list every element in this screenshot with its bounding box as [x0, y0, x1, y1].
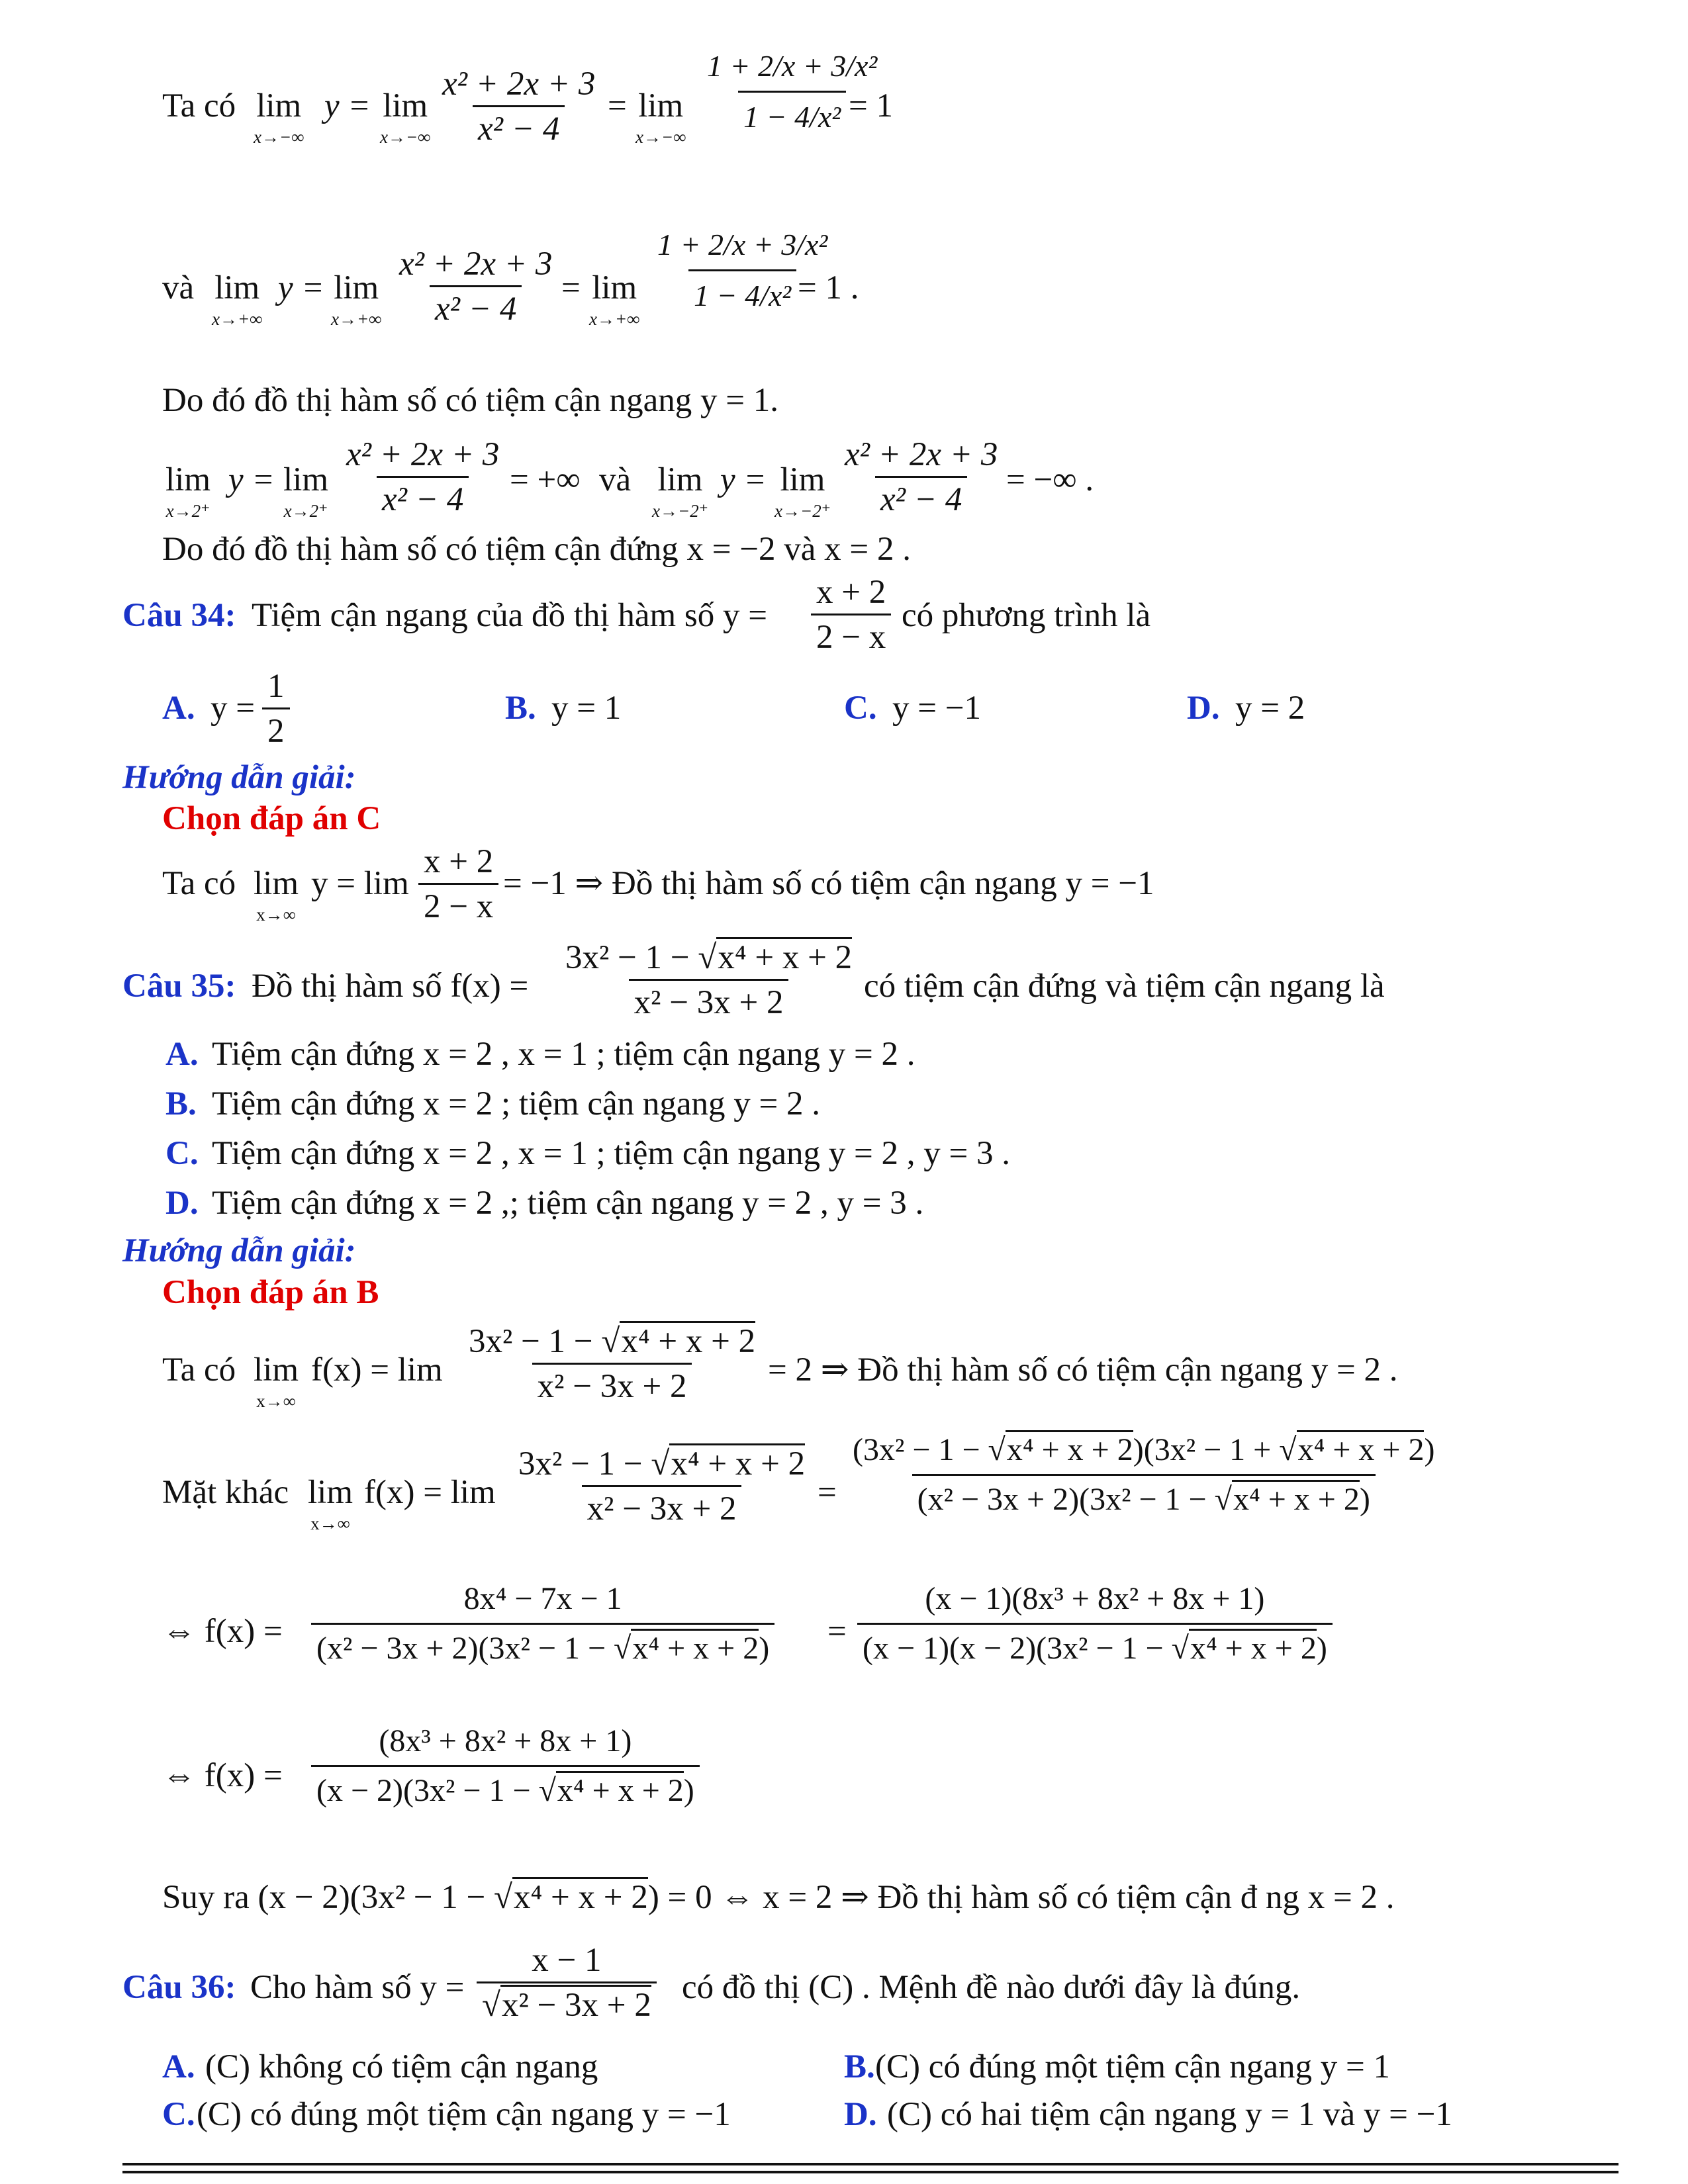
limit-8 [283, 463, 328, 520]
fraction-den: x² − 3x + 2 [582, 1485, 742, 1527]
q35-answer: Chọn đáp án B [162, 1274, 379, 1311]
q36-option-d-letter[interactable]: D. [844, 2096, 877, 2133]
lim-sub: x→∞ [256, 905, 296, 925]
lim-word: lim [638, 87, 684, 124]
q35-s5: Suy ra (x − 2)(3x² − 1 − √x⁴ + x + 2) = 0 ⇔ x = 2 ⇒ Đồ thị hàm số có tiệm cận đ ng x = 2 . [162, 1881, 1394, 1915]
q35-s3-eq: = [827, 1613, 847, 1650]
fraction-expr-3 [341, 437, 504, 518]
q34-solution-limit [254, 867, 299, 924]
sqrt-arg: x⁴ + x + 2 [620, 1321, 755, 1360]
lim-word: lim [254, 1351, 299, 1388]
den-part: (x − 1)(x − 2)(3x² − 1 − [863, 1630, 1164, 1666]
sqrt-arg: x⁴ + x + 2 [1297, 1430, 1425, 1467]
fraction-den: (x² − 3x + 2)(3x² − 1 − √x⁴ + x + 2) [912, 1474, 1376, 1517]
q35-option-c-letter[interactable]: C. [165, 1135, 199, 1172]
fraction-expr-1 [437, 66, 600, 148]
q34-solution-fraction [418, 844, 498, 925]
q35-s2-rationalized [847, 1433, 1440, 1517]
fraction-den: 1 − 4/x² [738, 91, 846, 134]
q35-s2-eq: = [818, 1474, 837, 1511]
q35-s4-equiv: ⇔ f(x) = [162, 1757, 283, 1794]
q36-option-a-text[interactable]: (C) không có tiệm cận ngang [205, 2048, 598, 2085]
limit-6 [589, 271, 639, 328]
fraction-den: x² − 4 [377, 476, 469, 518]
lim-sub: x→∞ [256, 1391, 296, 1411]
q34-option-d-letter[interactable]: D. [1187, 690, 1220, 727]
q34-text-after: có phương trình là [902, 597, 1151, 634]
vertical-conclusion: Do đó đồ thị hàm số có tiệm cận đứng x = −2 và x = 2 . [162, 531, 911, 568]
sqrt-arg: x⁴ + x + 2 [1006, 1430, 1133, 1467]
lim-sub: x→2⁺ [165, 501, 211, 521]
q35-s2-fraction [513, 1446, 810, 1527]
q35-s1-fx: f(x) = lim [311, 1351, 443, 1388]
s5-pre: Suy ra (x − 2)(3x² − 1 − [162, 1879, 486, 1916]
limit-4 [212, 271, 262, 328]
fraction-num: 1 + 2/x + 3/x² [657, 228, 828, 261]
fraction-num: 1 + 2/x + 3/x² [707, 49, 878, 83]
q35-option-b-letter[interactable]: B. [165, 1085, 197, 1122]
lim-sub: x→−∞ [380, 127, 431, 147]
fraction-expr-4 [839, 437, 1003, 518]
den-part: (x − 2)(3x² − 1 − [316, 1772, 531, 1808]
intro-ta-co-1: Ta có [162, 87, 236, 124]
q36-option-c-text[interactable]: (C) có đúng một tiệm cận ngang y = −1 [197, 2096, 731, 2133]
q35-s4-fraction [311, 1724, 700, 1808]
horizontal-conclusion: Do đó đồ thị hàm số có tiệm cận ngang y = 1. [162, 382, 779, 419]
q35-s1-limit [254, 1353, 299, 1410]
lim-word: lim [780, 461, 825, 498]
limit-10 [774, 463, 831, 520]
fraction-den: x² − 4 [875, 476, 967, 518]
q35-text: Đồ thị hàm số f(x) = [252, 968, 529, 1005]
fraction-den: (x − 1)(x − 2)(3x² − 1 − √x⁴ + x + 2) [857, 1623, 1333, 1666]
s5-post: ) = 0 ⇔ x = 2 ⇒ Đồ thị hàm số có tiệm cận đ ng x = 2 . [647, 1879, 1395, 1916]
sqrt-arg: x⁴ + x + 2 [1189, 1629, 1317, 1666]
fraction-den: x² − 3x + 2 [629, 979, 789, 1021]
footer-rule-top [122, 2163, 1618, 2165]
q35-label: Câu 35: [122, 968, 236, 1005]
lim-sub: x→−2⁺ [774, 501, 831, 521]
lim-word: lim [283, 461, 329, 498]
lim-sub: x→−∞ [635, 127, 686, 147]
num-part: 3x² − 1 − [518, 1445, 643, 1482]
limit-1 [254, 89, 304, 146]
fraction-num: (3x² − 1 − √x⁴ + x + 2)(3x² − 1 + √x⁴ + x + 2) [847, 1433, 1440, 1474]
num-part: 3x² − 1 − [469, 1323, 593, 1360]
q36-option-b-text[interactable]: (C) có đúng một tiệm cận ngang y = 1 [875, 2048, 1391, 2085]
fraction-den: 2 − x [418, 883, 498, 925]
lim-sub: x→+∞ [331, 309, 382, 329]
q36-option-c-letter[interactable]: C. [162, 2096, 195, 2133]
y-eq-2: y = [278, 269, 324, 306]
den-part: ) [1359, 1481, 1370, 1517]
q34-option-a-text[interactable]: y = [211, 690, 256, 727]
intro-va: và [162, 269, 195, 306]
fraction-den: (x − 2)(3x² − 1 − √x⁴ + x + 2) [311, 1765, 700, 1808]
q34-text: Tiệm cận ngang của đồ thị hàm số y = [252, 597, 768, 634]
fraction-num: x² + 2x + 3 [346, 436, 500, 473]
q34-solution-post: = −1 ⇒ Đồ thị hàm số có tiệm cận ngang y = −1 [503, 865, 1154, 902]
q35-s3-fraction-2 [857, 1582, 1333, 1666]
sqrt-arg: x⁴ + x + 2 [512, 1877, 648, 1916]
eq-1: = [608, 87, 627, 124]
q34-option-c-letter[interactable]: C. [844, 690, 877, 727]
q34-option-d-text[interactable]: y = 2 [1235, 690, 1305, 727]
sqrt-arg: x⁴ + x + 2 [669, 1443, 805, 1482]
sqrt-arg: x⁴ + x + 2 [556, 1771, 684, 1808]
q35-s3-fraction-1 [311, 1582, 774, 1666]
minus-inf: = −∞ . [1006, 461, 1094, 498]
fraction-num: x² + 2x + 3 [845, 436, 998, 473]
footer-rule-bottom [122, 2171, 1618, 2173]
lim-sub: x→2⁺ [283, 501, 328, 521]
plus-inf: = +∞ [510, 461, 581, 498]
fraction-num: 3x² − 1 − √x⁴ + x + 2 [463, 1324, 761, 1363]
fraction-num: 3x² − 1 − √x⁴ + x + 2 [513, 1446, 810, 1485]
fraction-num: 1 [267, 668, 285, 705]
lim-sub: x→+∞ [589, 309, 640, 329]
lim-word: lim [592, 269, 637, 306]
lim-word: lim [657, 461, 703, 498]
num-part: 3x² − 1 − [565, 939, 690, 976]
limit-9 [652, 463, 708, 520]
fraction-num: (x − 1)(8x³ + 8x² + 8x + 1) [925, 1581, 1265, 1616]
q34-function-fraction [811, 574, 891, 656]
lim-word: lim [254, 865, 299, 902]
lim-sub: x→−2⁺ [652, 501, 708, 521]
y-eq-4: y = [720, 461, 767, 498]
fraction-expr-2 [394, 246, 557, 328]
den-part: (x² − 3x + 2)(3x² − 1 − [917, 1481, 1207, 1517]
lim-word: lim [383, 87, 428, 124]
fraction-den: x² − 4 [430, 285, 522, 328]
q34-guide-header: Hướng dẫn giải: [122, 759, 356, 796]
eq-one-2: = 1 . [798, 269, 859, 306]
q36-option-d-text[interactable]: (C) có hai tiệm cận ngang y = 1 và y = −1 [887, 2096, 1452, 2133]
q34-option-c-text[interactable]: y = −1 [892, 690, 982, 727]
q35-option-a-letter[interactable]: A. [165, 1036, 199, 1073]
q34-answer: Chọn đáp án C [162, 800, 381, 837]
fraction-num: x² + 2x + 3 [442, 66, 596, 103]
y-eq-3: y = [228, 461, 275, 498]
sqrt-arg: x⁴ + x + 2 [1232, 1480, 1360, 1517]
fraction-den: (x² − 3x + 2)(3x² − 1 − √x⁴ + x + 2) [311, 1623, 774, 1666]
lim-word: lim [334, 269, 379, 306]
lim-sub: x→+∞ [212, 309, 263, 329]
fraction-num: 8x⁴ − 7x − 1 [463, 1581, 622, 1616]
num-part: )(3x² − 1 + [1133, 1432, 1272, 1467]
q35-option-b-text[interactable]: Tiệm cận đứng x = 2 ; tiệm cận ngang y = 2 . [212, 1085, 820, 1122]
limit-2 [380, 89, 430, 146]
q35-s3-equiv: ⇔ f(x) = [162, 1613, 283, 1650]
q36-label: Câu 36: [122, 1969, 236, 2006]
q34-solution-mid: y = lim [311, 865, 409, 902]
q34-option-a-letter[interactable]: A. [162, 690, 195, 727]
q35-option-d-letter[interactable]: D. [165, 1185, 199, 1222]
q35-s1-fraction [463, 1324, 761, 1405]
fraction-num: x + 2 [424, 843, 494, 880]
q35-s1-post: = 2 ⇒ Đồ thị hàm số có tiệm cận ngang y = 2 . [768, 1351, 1398, 1388]
q36-function-fraction [477, 1942, 657, 2024]
lim-word: lim [308, 1474, 353, 1511]
den-part: ) [759, 1630, 770, 1666]
eq-one-1: = 1 [849, 87, 894, 124]
q34-option-a-fraction [262, 668, 290, 750]
q36-text: Cho hàm số y = [250, 1969, 465, 2006]
limit-5 [331, 271, 381, 328]
fraction-num: (8x³ + 8x² + 8x + 1) [379, 1723, 632, 1758]
q35-function-fraction [560, 940, 857, 1021]
fraction-den: 2 − x [811, 614, 891, 656]
num-part: (3x² − 1 − [853, 1432, 980, 1467]
q36-option-b-letter[interactable]: B. [844, 2048, 875, 2085]
lim-word: lim [256, 87, 302, 124]
q35-s2-pre: Mặt khác [162, 1474, 289, 1511]
q34-option-b-letter[interactable]: B. [505, 690, 536, 727]
sqrt-arg: x⁴ + x + 2 [716, 937, 852, 976]
sqrt-arg: x⁴ + x + 2 [631, 1629, 759, 1666]
fraction-num: x + 2 [816, 574, 886, 611]
fraction-num: 3x² − 1 − √x⁴ + x + 2 [560, 940, 857, 979]
fraction-num: x² + 2x + 3 [399, 246, 553, 283]
q35-text-after: có tiệm cận đứng và tiệm cận ngang là [864, 968, 1385, 1005]
q35-s2-limit [308, 1476, 353, 1533]
den-part: ) [1316, 1630, 1327, 1666]
q35-guide-header: Hướng dẫn giải: [122, 1232, 356, 1269]
den-part: ) [683, 1772, 694, 1808]
lim-word: lim [165, 461, 211, 498]
q34-label: Câu 34: [122, 597, 236, 634]
q35-s2-fx: f(x) = lim [364, 1474, 496, 1511]
fraction-den: √x² − 3x + 2 [477, 1981, 657, 2024]
den-part: (x² − 3x + 2)(3x² − 1 − [316, 1630, 606, 1666]
q35-s1-pre: Ta có [162, 1351, 236, 1388]
q34-solution-pre: Ta có [162, 865, 236, 902]
q35-option-a-text[interactable]: Tiệm cận đứng x = 2 , x = 1 ; tiệm cận ngang y = 2 . [212, 1036, 915, 1073]
q36-option-a-letter[interactable]: A. [162, 2048, 195, 2085]
fraction-den: x² − 3x + 2 [532, 1363, 692, 1405]
q35-option-d-text[interactable]: Tiệm cận đứng x = 2 ,; tiệm cận ngang y = 2 , y = 3 . [212, 1185, 924, 1222]
lim-sub: x→−∞ [254, 127, 305, 147]
num-part: ) [1424, 1432, 1435, 1467]
fraction-num: x − 1 [532, 1942, 602, 1979]
y-eq-1: y = [324, 87, 371, 124]
sqrt-arg: x² − 3x + 2 [500, 1985, 651, 2024]
fraction-den: 1 − 4/x² [688, 269, 796, 312]
q34-option-b-text[interactable]: y = 1 [551, 690, 622, 727]
limit-3 [635, 89, 686, 146]
lim-sub: x→∞ [310, 1514, 350, 1533]
q36-text-after: có đồ thị (C) . Mệnh đề nào dưới đây là đúng. [682, 1969, 1301, 2006]
eq-2: = [561, 269, 581, 306]
limit-7 [165, 463, 211, 520]
fraction-den: 2 [262, 707, 290, 750]
q35-option-c-text[interactable]: Tiệm cận đứng x = 2 , x = 1 ; tiệm cận ngang y = 2 , y = 3 . [212, 1135, 1011, 1172]
fraction-den: x² − 4 [473, 105, 565, 148]
lim-word: lim [214, 269, 260, 306]
intro-va-2: và [599, 461, 632, 498]
